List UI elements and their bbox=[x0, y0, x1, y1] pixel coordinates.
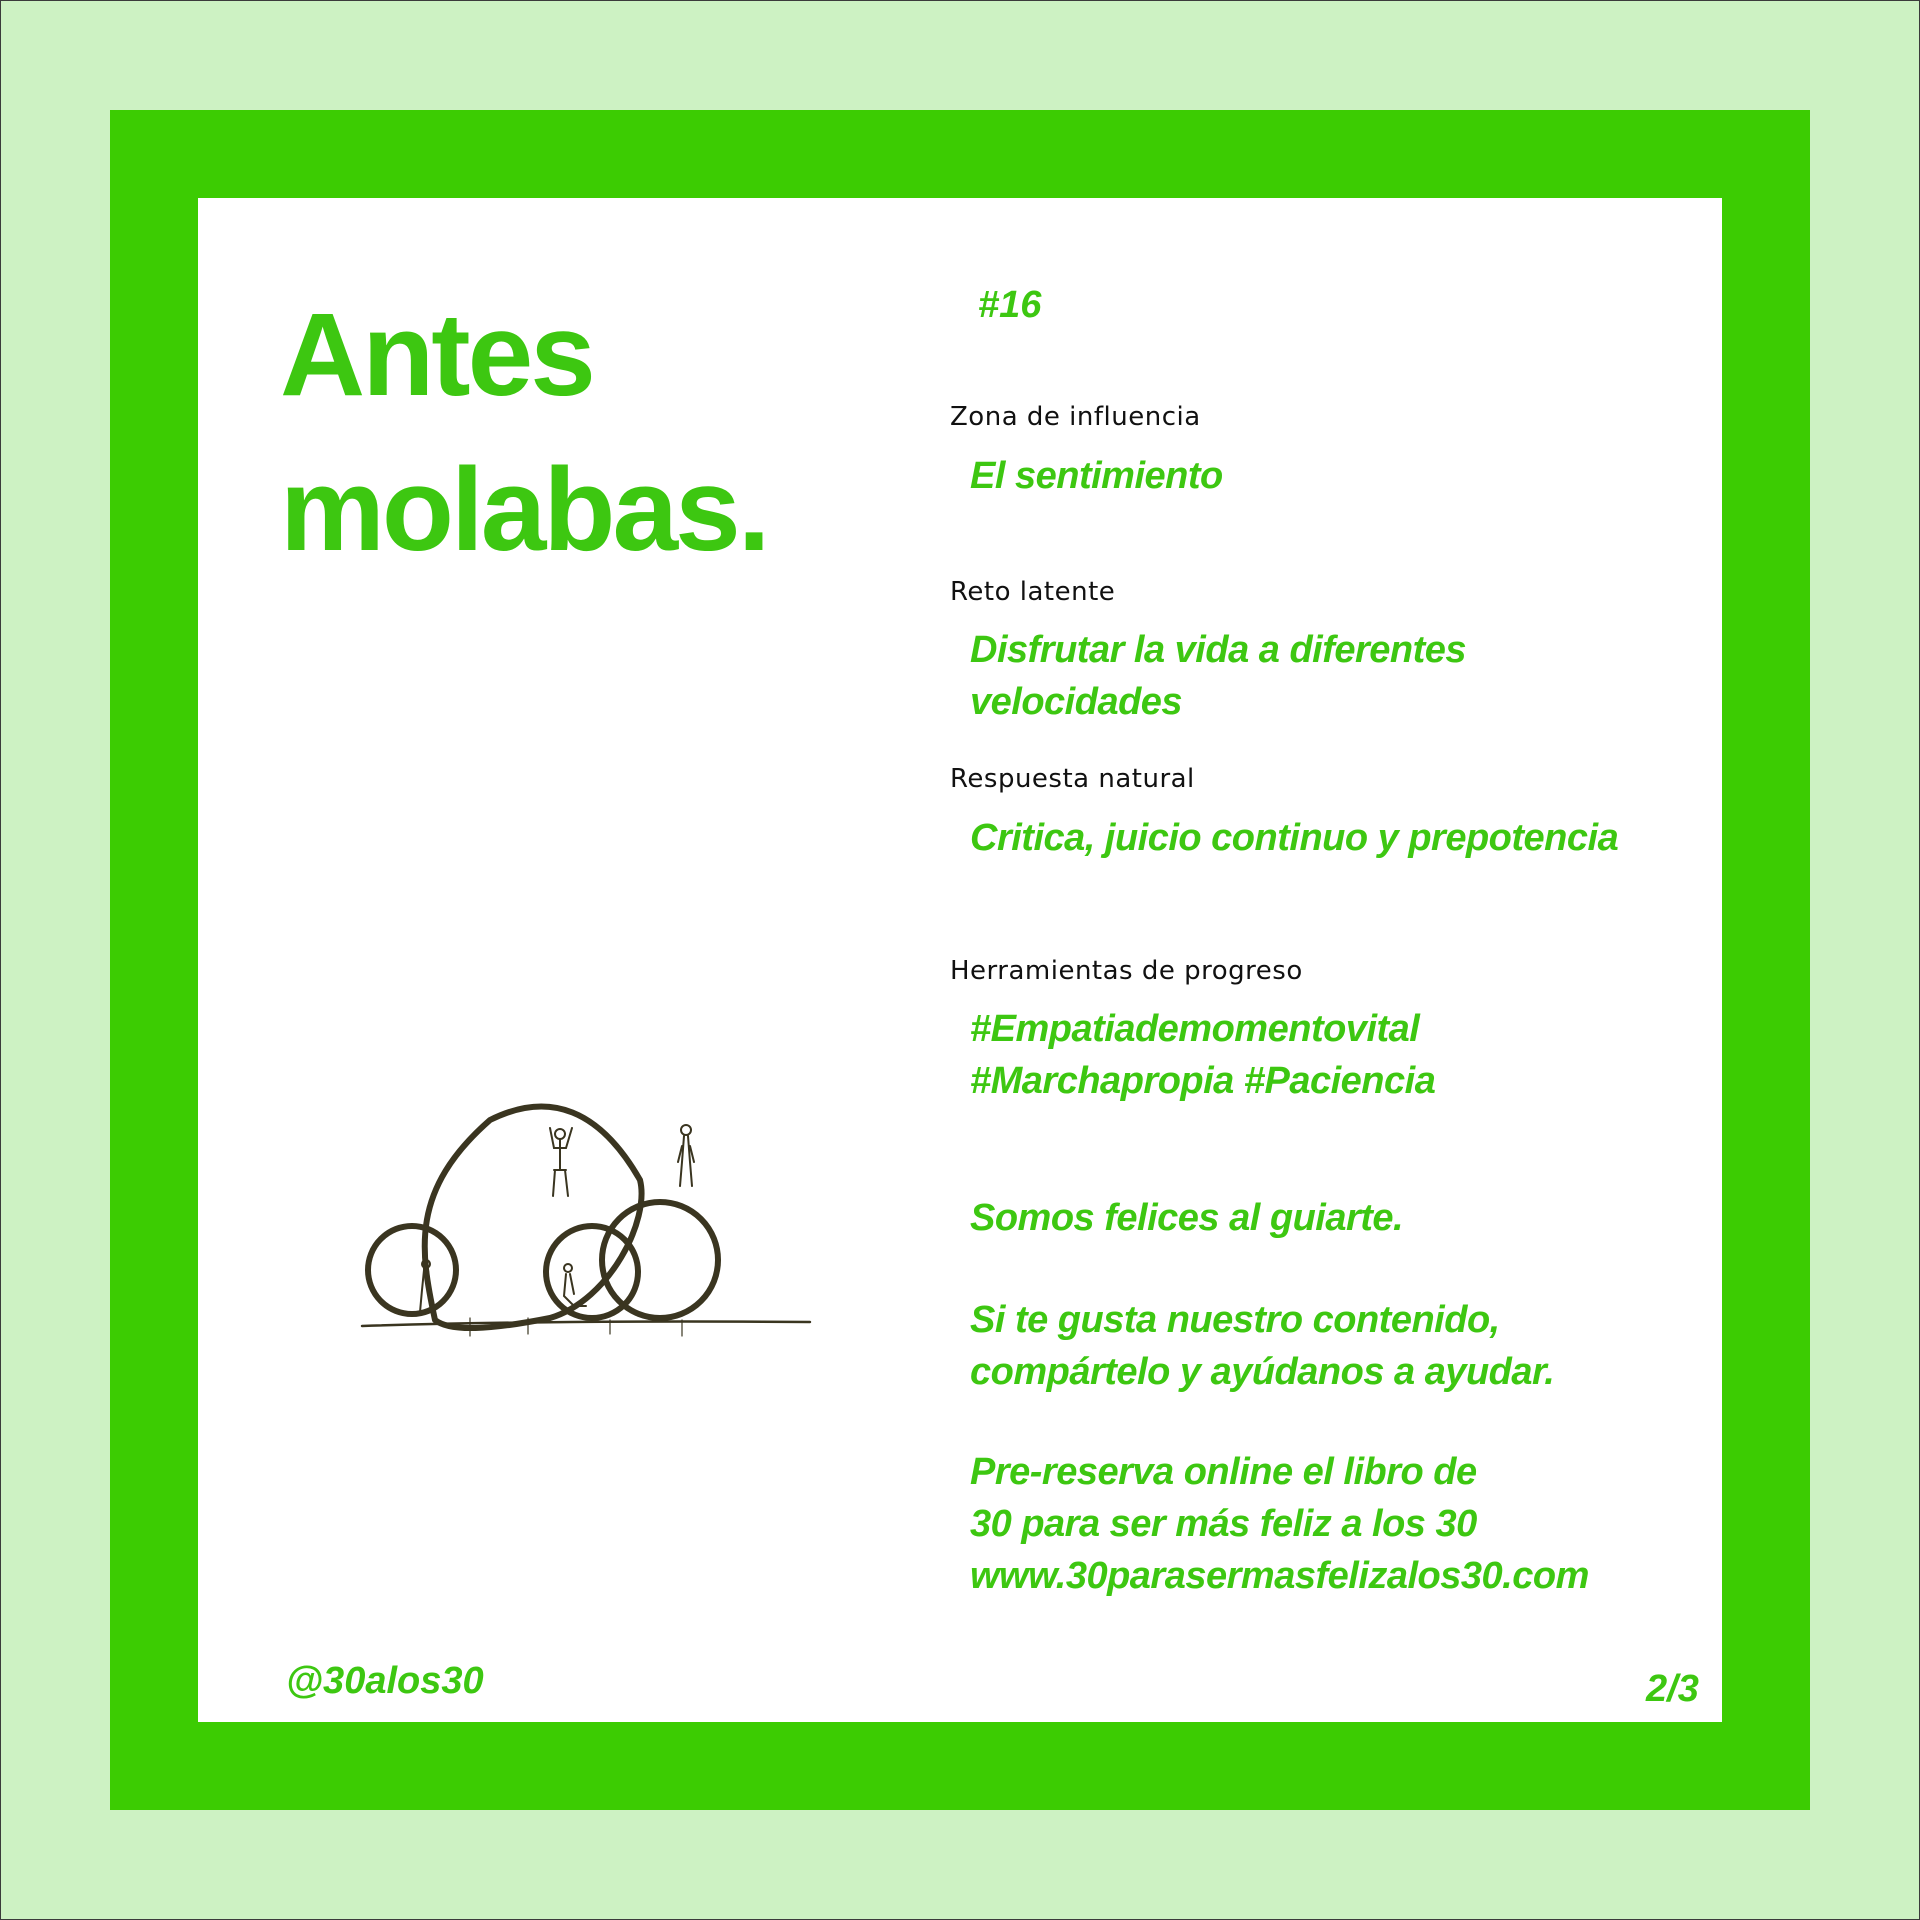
message-line-4: Pre-reserva online el libro de bbox=[970, 1451, 1477, 1493]
large-circle bbox=[425, 1107, 642, 1329]
respuesta-label: Respuesta natural bbox=[950, 764, 1195, 794]
message-block-share bbox=[970, 1294, 1554, 1398]
herramientas-value bbox=[970, 1003, 1435, 1107]
website-link[interactable]: www.30parasermasfelizalos30.com bbox=[970, 1555, 1589, 1597]
zona-label: Zona de influencia bbox=[950, 402, 1201, 432]
reto-value bbox=[970, 624, 1466, 728]
ground-line bbox=[362, 1322, 810, 1327]
hashtags-line-2: #Marchapropia #Paciencia bbox=[970, 1060, 1436, 1102]
title-line-1: Antes bbox=[280, 289, 593, 421]
hashtags-line-1: #Empatiademomentovital bbox=[970, 1008, 1420, 1050]
message-line-2: Si te gusta nuestro contenido, bbox=[970, 1299, 1500, 1341]
circles-with-figures-illustration bbox=[350, 1100, 820, 1360]
respuesta-value: Critica, juicio continuo y prepotencia bbox=[970, 817, 1619, 859]
title-line-2: molabas. bbox=[280, 444, 768, 576]
message-line-1: Somos felices al guiarte. bbox=[970, 1197, 1404, 1239]
zona-value: El sentimiento bbox=[970, 455, 1223, 497]
figure-standing-top bbox=[678, 1125, 694, 1186]
message-line-3: compártelo y ayúdanos a ayudar. bbox=[970, 1351, 1555, 1393]
social-handle[interactable]: @30alos30 bbox=[286, 1660, 484, 1702]
left-small-circle bbox=[368, 1226, 456, 1314]
message-block-book bbox=[970, 1446, 1589, 1602]
page-title bbox=[280, 278, 768, 588]
herramientas-label: Herramientas de progreso bbox=[950, 956, 1303, 986]
page-counter: 2/3 bbox=[1646, 1668, 1699, 1710]
reto-value-line-2: velocidades bbox=[970, 681, 1183, 723]
entry-number: #16 bbox=[978, 284, 1042, 326]
reto-label: Reto latente bbox=[950, 577, 1116, 607]
figure-arms-up bbox=[550, 1128, 572, 1196]
message-line-5: 30 para ser más feliz a los 30 bbox=[970, 1503, 1477, 1545]
reto-value-line-1: Disfrutar la vida a diferentes bbox=[970, 629, 1467, 671]
